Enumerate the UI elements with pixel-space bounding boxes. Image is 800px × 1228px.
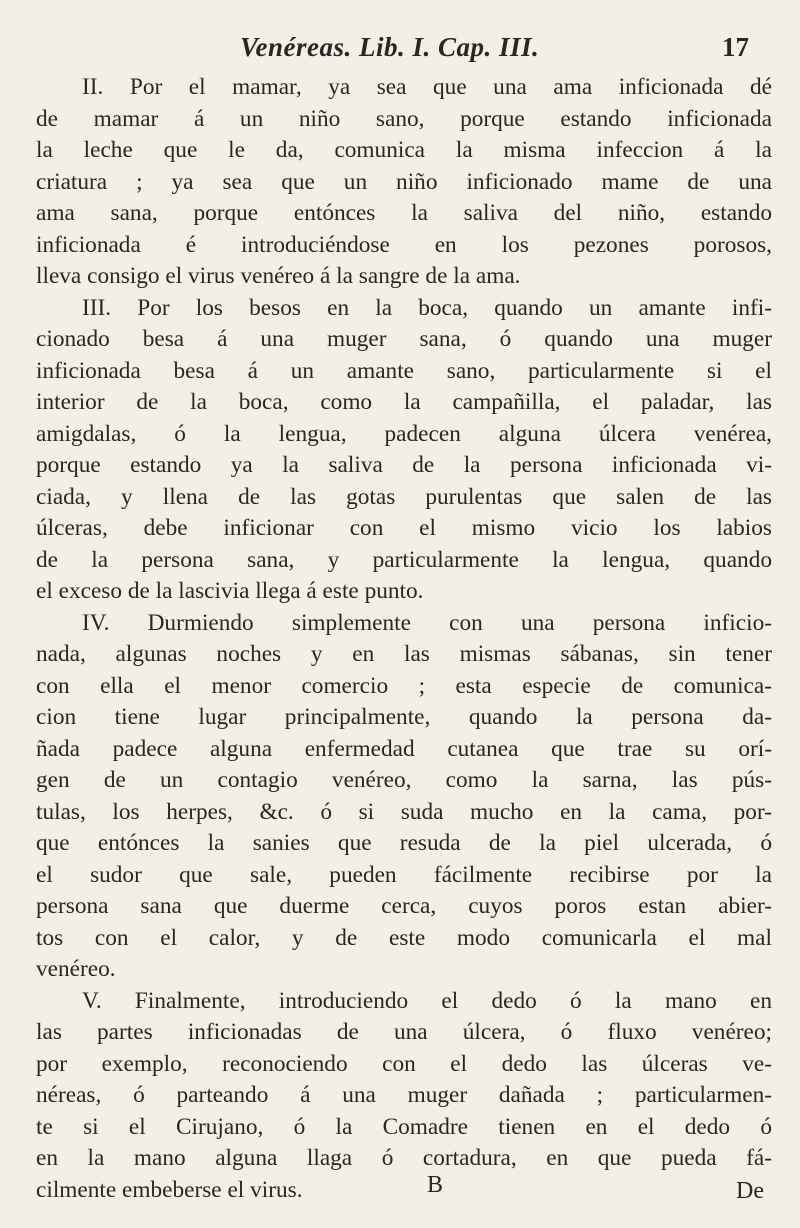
- text-line: el exceso de la lascivia llega á este punto.: [36, 578, 424, 604]
- page-footer: [0, 1172, 800, 1212]
- text-line: tulas, los herpes, &c. ó si suda mucho en la cama, por-: [36, 798, 772, 825]
- text-line: nada, algunas noches y en las mismas sábanas, sin tener: [36, 641, 772, 667]
- text-line: úlceras, debe inficionar con el mismo vicio los labios: [36, 515, 772, 541]
- text-line: interior de la boca, como la campañilla, el paladar, las: [36, 389, 772, 415]
- text-line: de la persona sana, y particularmente la lengua, quando: [36, 546, 772, 573]
- text-line: en la mano alguna llaga ó cortadura, en que pueda fá-: [36, 1145, 772, 1171]
- text-line: por exemplo, reconociendo con el dedo las úlceras ve-: [36, 1050, 772, 1077]
- text-line: V. Finalmente, introduciendo el dedo ó la mano en: [82, 987, 772, 1014]
- text-line: inficionada besa á un amante sano, particularmente si el: [36, 357, 772, 384]
- text-line: venéreo.: [36, 956, 116, 982]
- text-line: persona sana que duerme cerca, cuyos poros estan abier-: [36, 893, 772, 919]
- text-line: IV. Durmiendo simplemente con una persona inficio-: [82, 609, 772, 636]
- body-text: [36, 72, 772, 1206]
- text-line: gen de un contagio venéreo, como la sarna, las pús-: [36, 767, 772, 793]
- text-line: cionado besa á una muger sana, ó quando una muger: [36, 326, 772, 352]
- text-line: de mamar á un niño sano, porque estando inficionada: [36, 105, 772, 132]
- text-line: ciada, y llena de las gotas purulentas que salen de las: [36, 483, 772, 510]
- page-header: [0, 26, 800, 66]
- text-line: inficionada é introduciéndose en los pezones porosos,: [36, 231, 772, 258]
- text-line: el sudor que sale, pueden fácilmente recibirse por la: [36, 861, 772, 888]
- text-line: II. Por el mamar, ya sea que una ama inficionada dé: [82, 74, 772, 100]
- text-line: la leche que le da, comunica la misma infeccion á la: [36, 137, 772, 163]
- running-head: Venéreas. Lib. I. Cap. III.: [240, 32, 540, 62]
- text-line: III. Por los besos en la boca, quando un amante infi-: [82, 294, 772, 321]
- catchword: De: [736, 1178, 764, 1204]
- text-line: cilmente embeberse el virus.: [36, 1176, 303, 1203]
- text-line: tos con el calor, y de este modo comunicarla el mal: [36, 924, 772, 951]
- signature-mark: B: [427, 1172, 444, 1198]
- text-line: que entónces la sanies que resuda de la piel ulcerada, ó: [36, 830, 772, 856]
- text-line: porque estando ya la saliva de la persona inficionada vi-: [36, 452, 772, 478]
- text-line: con ella el menor comercio ; esta especie de comunica-: [36, 672, 772, 699]
- text-line: te si el Cirujano, ó la Comadre tienen en el dedo ó: [36, 1113, 772, 1140]
- page-number: 17: [722, 32, 749, 62]
- text-line: lleva consigo el virus venéreo á la sangre de la ama.: [36, 263, 521, 289]
- text-line: ñada padece alguna enfermedad cutanea que trae su orí-: [36, 735, 772, 762]
- text-line: cion tiene lugar principalmente, quando la persona da-: [36, 704, 772, 730]
- text-line: ama sana, porque entónces la saliva del niño, estando: [36, 200, 772, 226]
- text-line: néreas, ó parteando á una muger dañada ; particularmen-: [36, 1082, 772, 1108]
- text-line: las partes inficionadas de una úlcera, ó fluxo venéreo;: [36, 1019, 772, 1045]
- text-line: amigdalas, ó la lengua, padecen alguna úlcera venérea,: [36, 420, 772, 447]
- text-line: criatura ; ya sea que un niño inficionado mame de una: [36, 168, 772, 195]
